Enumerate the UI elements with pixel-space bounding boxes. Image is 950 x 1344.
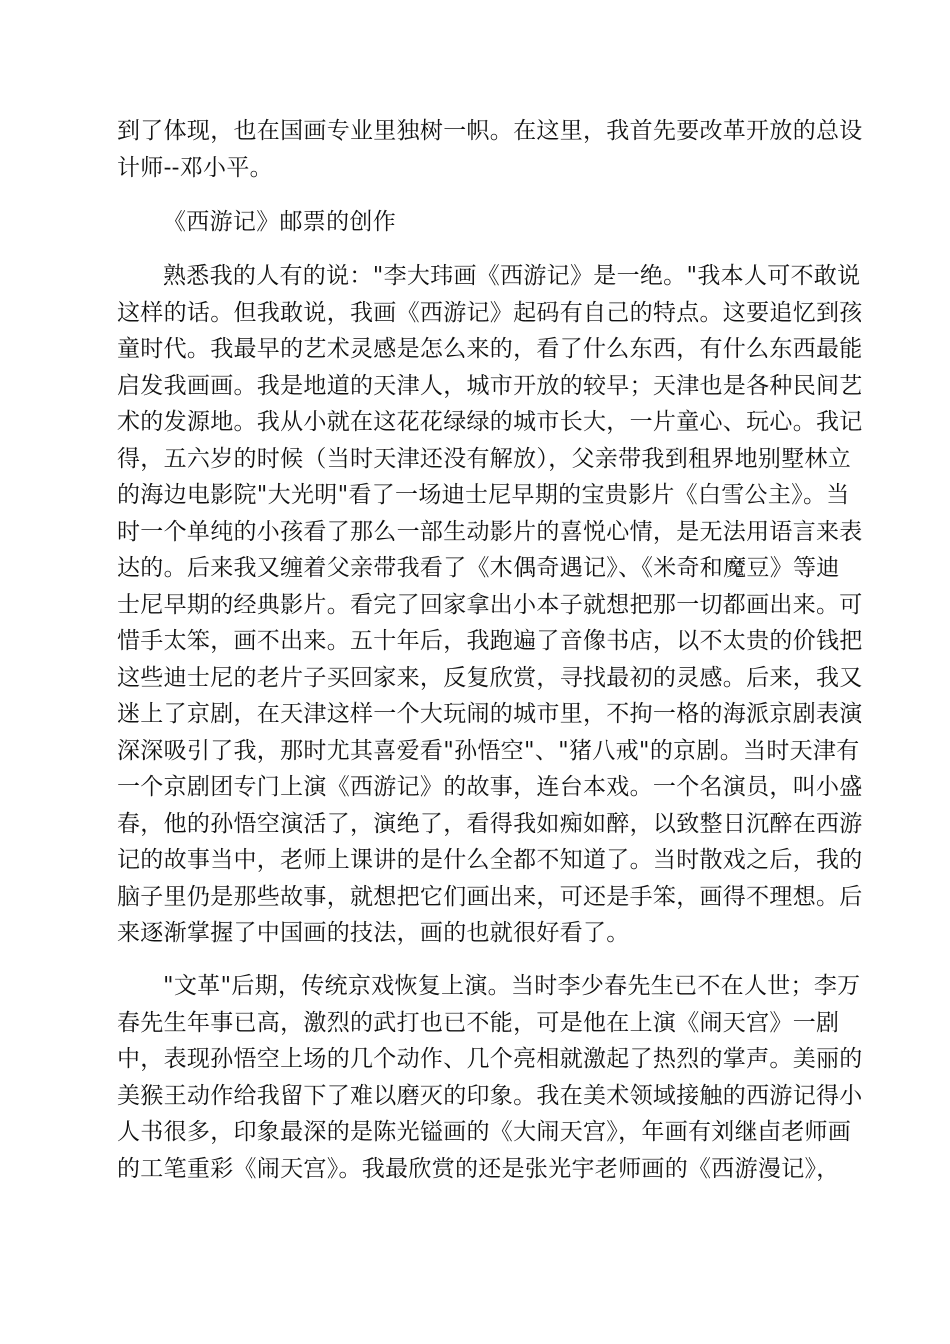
text-line: 到了体现，也在国画专业里独树一帜。在这里，我首先要改革开放的总设 (117, 118, 863, 144)
text-line: 脑子里仍是那些故事，就想把它们画出来，可还是手笨，画得不理想。后 (117, 883, 863, 910)
text-line: 这些迪士尼的老片子买回家来，反复欣赏，寻找最初的灵感。后来，我又 (117, 664, 863, 691)
text-line: 达的。后来我又缠着父亲带我看了《木偶奇遇记》、《米奇和魔豆》等迪 (117, 555, 840, 581)
section-heading (117, 204, 833, 241)
paragraph-intro (117, 113, 863, 186)
text-line: 熟悉我的人有的说："李大玮画《西游记》是一绝。"我本人可不敢说 (163, 263, 861, 289)
text-line: 迷上了京剧，在天津这样一个大玩闹的城市里，不拘一格的海派京剧表演 (117, 701, 863, 727)
text-line: 深深吸引了我，那时尤其喜爱看"孙悟空"、"猪八戒"的京剧。当时天津有 (117, 737, 860, 764)
text-line: 启发我画画。我是地道的天津人，城市开放的较早；天津也是各种民间艺 (117, 372, 863, 399)
text-line: 一个京剧团专门上演《西游记》的故事，连台本戏。一个名演员，叫小盛 (117, 774, 863, 800)
text-line: 中，表现孙悟空上场的几个动作、几个亮相就激起了热烈的掌声。美丽的 (117, 1046, 863, 1072)
text-line: 的海边电影院"大光明"看了一场迪士尼早期的宝贵影片《白雪公主》。当 (117, 482, 850, 508)
paragraph-childhood (117, 258, 863, 952)
text-line: 时一个单纯的小孩看了那么一部生动影片的喜悦心情，是无法用语言来表 (117, 518, 863, 545)
text-line: 记的故事当中，老师上课讲的是什么全都不知道了。当时散戏之后，我的 (117, 847, 863, 873)
heading-text: 《西游记》邮票的创作 (163, 209, 396, 235)
text-line: 的工笔重彩《闹天宫》。我最欣赏的还是张光宇老师画的《西游漫记》， (117, 1155, 840, 1182)
text-line: 来逐渐掌握了中国画的技法，画的也就很好看了。 (117, 920, 630, 946)
text-line: 计师--邓小平。 (117, 154, 273, 181)
text-line: 士尼早期的经典影片。看完了回家拿出小本子就想把那一切都画出来。可 (117, 591, 863, 618)
text-line: 术的发源地。我从小就在这花花绿绿的城市长大，一片童心、玩心。我记 (117, 409, 863, 435)
text-line: 得，五六岁的时候（当时天津还没有解放），父亲带我到租界地别墅林立 (117, 445, 852, 472)
text-line: 惜手太笨，画不出来。五十年后，我跑遍了音像书店，以不太贵的价钱把 (117, 628, 863, 654)
text-line: 春，他的孙悟空演活了，演绝了，看得我如痴如醉，以致整日沉醉在西游 (117, 810, 863, 837)
text-line: 人书很多，印象最深的是陈光镒画的《大闹天宫》，年画有刘继卣老师画 (117, 1119, 852, 1145)
text-line: 这样的话。但我敢说，我画《西游记》起码有自己的特点。这要追忆到孩 (117, 299, 863, 326)
text-line: 美猴王动作给我留下了难以磨灭的印象。我在美术领域接触的西游记得小 (117, 1082, 863, 1109)
text-line: 童时代。我最早的艺术灵感是怎么来的，看了什么东西，有什么东西最能 (117, 336, 863, 362)
text-line: 春先生年事已高，激烈的武打也已不能，可是他在上演《闹天宫》一剧 (117, 1009, 840, 1036)
paragraph-cultural-revolution (117, 968, 863, 1187)
text-line: "文革"后期，传统京戏恢复上演。当时李少春先生已不在人世；李万 (163, 973, 861, 999)
